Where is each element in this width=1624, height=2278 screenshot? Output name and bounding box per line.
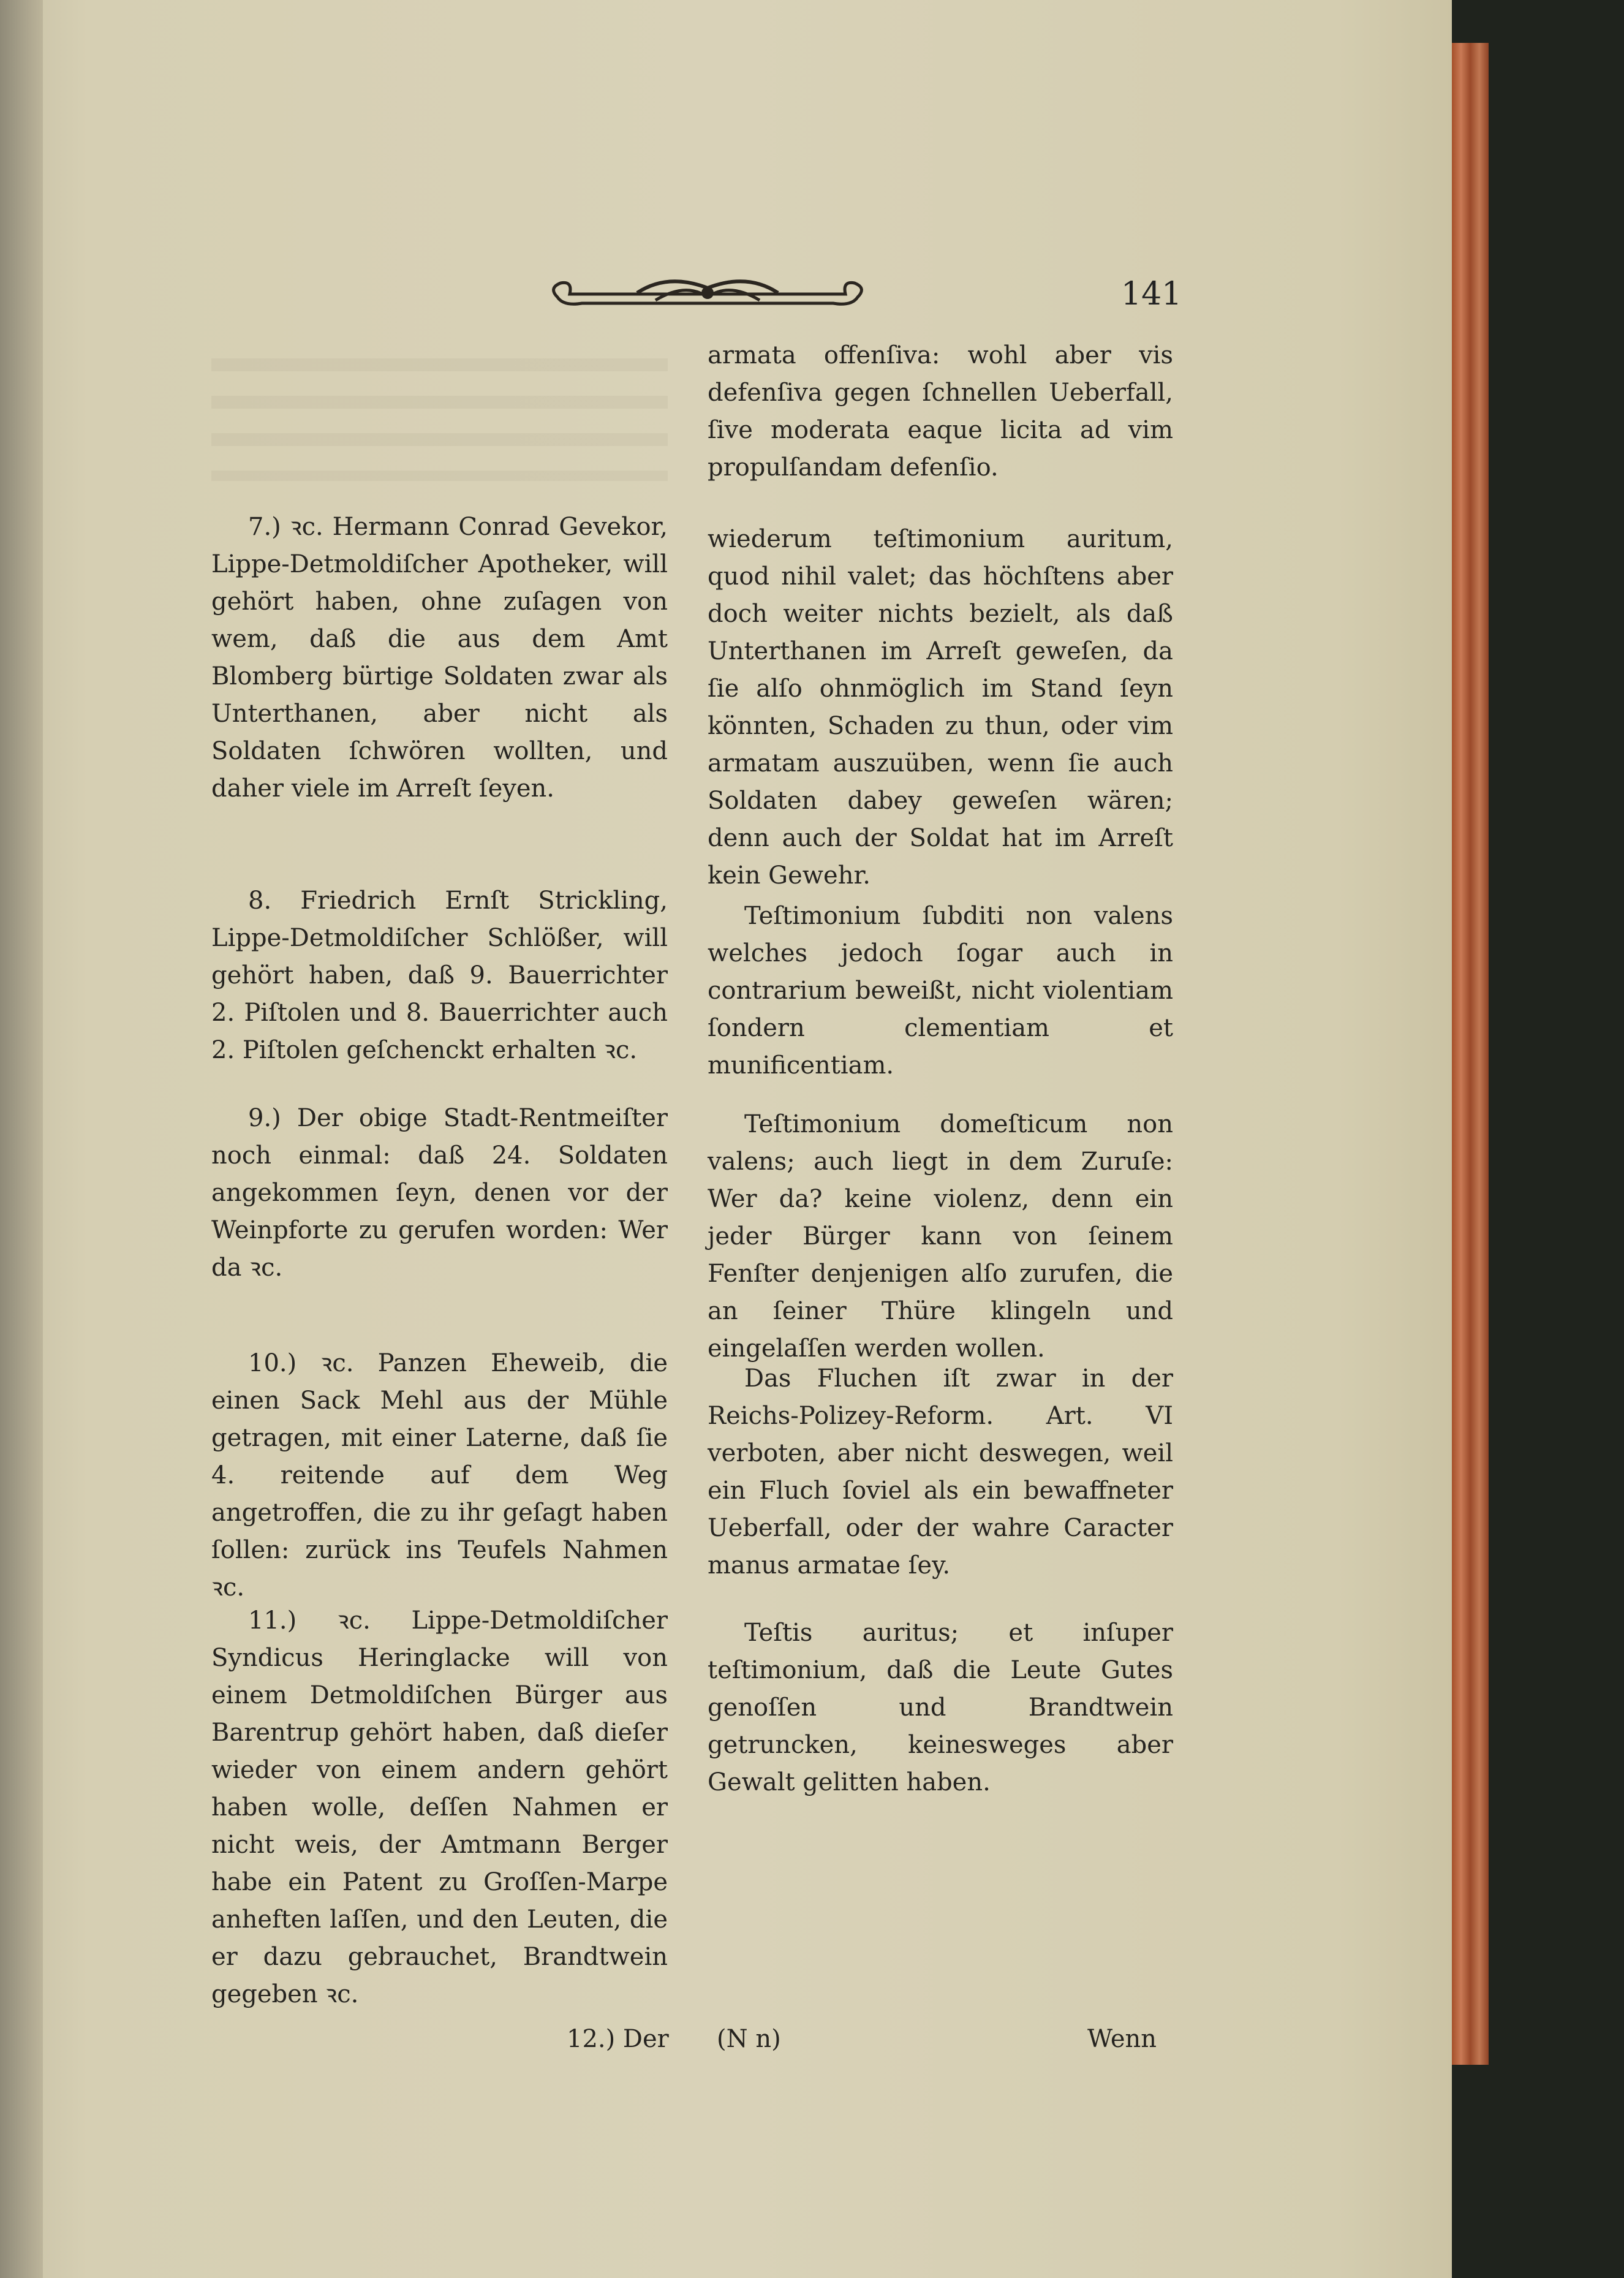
right-entry-4 xyxy=(708,1106,1173,1368)
entry-text: 11.) ꝛc. Lippe-Detmoldiſcher Syndicus Heringlacke will von einem Detmoldiſchen Bürger aus Barentrup gehört haben, daß dieſer wieder von einem andern gehört haben wolle, deſſen Nahmen er nicht weis, der Amtmann Berger habe ein Patent zu Groſſen-Marpe anheften laſſen, und den Leuten, die er dazu gebrauchet, Brandtwein gegeben ꝛc. xyxy=(211,1606,668,2008)
book-spine xyxy=(0,0,43,2278)
catchword-right: Wenn xyxy=(1087,2025,1157,2053)
entry-text: Teſtis auritus; et inſuper teſtimonium, daß die Leute Gutes genoſſen und Brandtwein getruncken, keinesweges aber Gewalt gelitten haben. xyxy=(708,1619,1173,1796)
entry-text: 9.) Der obige Stadt-Rentmeiſter noch einmal: daß 24. Soldaten angekommen ſeyn, denen vor der Weinpforte zu gerufen worden: Wer da ꝛc. xyxy=(211,1104,668,1282)
page-number: 141 xyxy=(1121,276,1182,312)
left-entry-10 xyxy=(211,1345,668,1606)
entry-text: armata offenſiva: wohl aber vis defenſiva gegen ſchnellen Ueberfall, ſive moderata eaque licita ad vim propulſandam defenſio. xyxy=(708,341,1173,482)
left-entry-7 xyxy=(211,509,668,808)
entry-text: 7.) ꝛc. Hermann Conrad Gevekor, Lippe-Detmoldiſcher Apotheker, will gehört haben, ohne zuſagen von wem, daß die aus dem Amt Blomberg bürtige Soldaten zwar als Unterthanen, aber nicht als Soldaten ſchwören wollten, und daher viele im Arreſt ſeyen. xyxy=(211,513,668,803)
decorative-ornament xyxy=(545,270,870,319)
entry-text: Teſtimonium domeſticum non valens; auch liegt in dem Zuruſe: Wer da? keine violenz, denn ein jeder Bürger kann von ſeinem Fenſter denjenigen alſo zurufen, die an ſeiner Thüre klingeln und eingelaſſen werden wollen. xyxy=(708,1110,1173,1363)
left-entry-8 xyxy=(211,882,668,1069)
entry-text: wiederum teſtimonium auritum, quod nihil valet; das höchſtens aber doch weiter nichts bezielt, als daß Unterthanen im Arreſt geweſen, da ſie alſo ohnmöglich im Stand ſeyn könnten, Schaden zu thun, oder vim armatam auszuüben, wenn ſie auch Soldaten dabey geweſen wären; denn auch der Soldat hat im Arreſt kein Gewehr. xyxy=(708,525,1173,890)
entry-text: 10.) ꝛc. Panzen Eheweib, die einen Sack Mehl aus der Mühle getragen, mit einer Laterne, daß ſie 4. reitende auf dem Weg angetroffen, die zu ihr geſagt haben ſollen: zurück ins Teufels Nahmen ꝛc. xyxy=(211,1349,668,1602)
right-entry-6 xyxy=(708,1614,1173,1801)
right-entry-3 xyxy=(708,898,1173,1084)
catchword-left: 12.) Der xyxy=(567,2025,669,2053)
page-edges xyxy=(1452,43,1489,2065)
right-entry-2 xyxy=(708,521,1173,895)
signature-mark: (N n) xyxy=(717,2025,781,2053)
entry-text: 8. Friedrich Ernſt Strickling, Lippe-Detmoldiſcher Schlößer, will gehört haben, daß 9. Bauerrichter 2. Piſtolen und 8. Bauerrichter auch 2. Piſtolen geſchenckt erhalten ꝛc. xyxy=(211,887,668,1064)
show-through-text xyxy=(211,334,668,481)
right-entry-1 xyxy=(708,337,1173,486)
left-entry-11 xyxy=(211,1602,668,2013)
left-entry-9 xyxy=(211,1100,668,1287)
entry-text: Teſtimonium ſubditi non valens welches jedoch ſogar auch in contrarium beweißt, nicht violentiam ſondern clementiam et munificentiam. xyxy=(708,902,1173,1080)
right-entry-5 xyxy=(708,1360,1173,1584)
entry-text: Das Fluchen iſt zwar in der Reichs-Polizey-Reform. Art. VI verboten, aber nicht deswegen, weil ein Fluch ſoviel als ein bewaffneter Ueberfall, oder der wahre Caracter manus armatae ſey. xyxy=(708,1364,1173,1580)
